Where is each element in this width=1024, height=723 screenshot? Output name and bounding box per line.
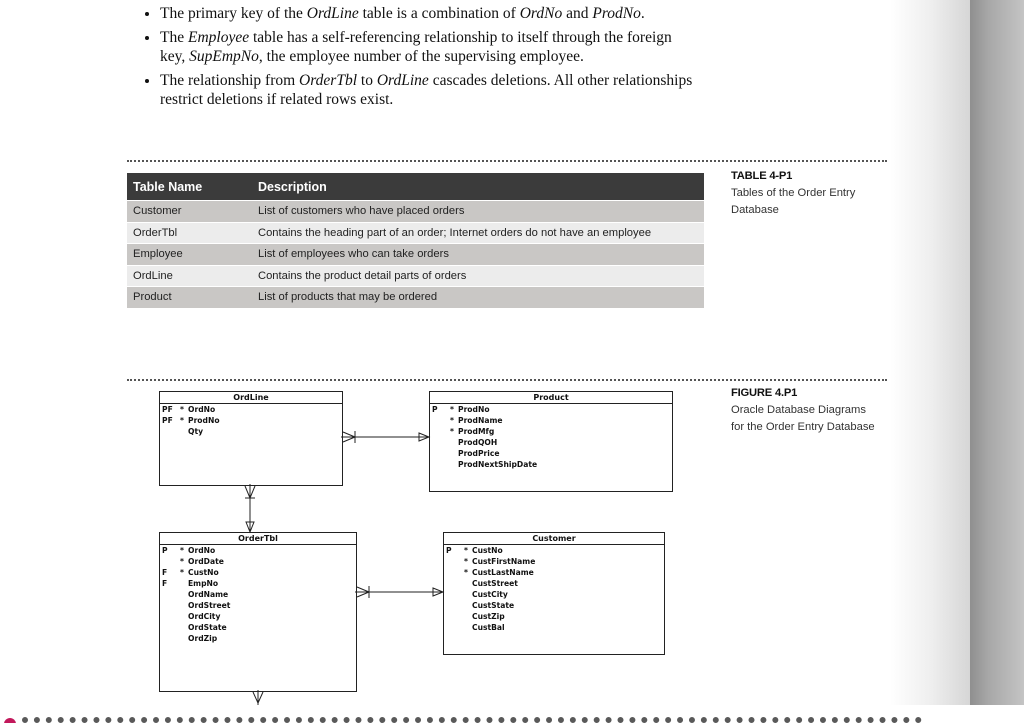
column-name: CustNo (188, 568, 219, 577)
key-indicator (430, 448, 446, 459)
entity-column-row (444, 567, 664, 578)
mandatory-indicator (446, 459, 458, 470)
table-name-cell: OrdLine (127, 265, 252, 287)
note-text: cascades deletions. All other relationships restrict deletions if related rows exist. (160, 72, 693, 108)
table-row (127, 201, 704, 223)
key-indicator (430, 415, 446, 426)
entity-title: OrderTbl (160, 533, 356, 545)
column-name: OrdStreet (188, 601, 231, 610)
note-text: to (357, 72, 377, 89)
table-caption (731, 168, 881, 219)
entity-column-row (430, 448, 672, 459)
description-cell: List of products that may be ordered (252, 287, 704, 308)
table-name-cell: OrderTbl (127, 222, 252, 244)
column-name: OrdNo (188, 546, 216, 555)
entity-column-row (444, 545, 664, 556)
mandatory-indicator (460, 600, 472, 611)
key-indicator: F (162, 579, 168, 588)
table-row (127, 244, 704, 266)
entity-column-row (160, 567, 356, 578)
note-term: OrdLine (306, 5, 359, 22)
entity-column-row (444, 611, 664, 622)
page-margin-shade (890, 0, 970, 705)
crowfoot-mark (343, 437, 355, 442)
note-term: ProdNo (592, 5, 641, 22)
key-indicator (444, 611, 460, 622)
note-term: OrderTbl (299, 72, 358, 89)
mandatory-indicator (460, 589, 472, 600)
key-indicator (160, 426, 176, 437)
key-indicator (444, 556, 460, 567)
entity-ordline (159, 391, 343, 486)
key-indicator (160, 611, 176, 622)
note-term: OrdLine (376, 72, 429, 89)
note-term: Employee (187, 29, 250, 46)
key-indicator (160, 600, 176, 611)
column-name: ProdPrice (458, 449, 500, 458)
mandatory-indicator (460, 611, 472, 622)
entity-column-row (430, 415, 672, 426)
key-indicator (444, 600, 460, 611)
crowfoot-mark (357, 592, 369, 597)
notes-section (140, 0, 700, 114)
key-indicator: PF (162, 416, 173, 425)
entity-column-row (444, 622, 664, 633)
column-name: OrdNo (188, 405, 216, 414)
mandatory-indicator (446, 448, 458, 459)
entity-column-row (444, 578, 664, 589)
column-name: ProdNextShipDate (458, 460, 538, 469)
figure-caption-label: FIGURE 4.P1 (731, 387, 798, 399)
key-indicator: P (162, 546, 168, 555)
mandatory-indicator: * (464, 557, 468, 566)
column-name: ProdQOH (458, 438, 498, 447)
column-name: EmpNo (188, 579, 219, 588)
description-cell: Contains the heading part of an order; Internet orders do not have an employee (252, 222, 704, 244)
key-indicator: P (446, 546, 452, 555)
mandatory-indicator (446, 437, 458, 448)
entity-column-row (430, 437, 672, 448)
description-cell: List of employees who can take orders (252, 244, 704, 266)
note-item (160, 28, 700, 66)
column-name: CustCity (472, 590, 508, 599)
tables-table (127, 173, 704, 308)
column-name: OrdState (188, 623, 227, 632)
key-indicator (160, 589, 176, 600)
entity-column-row (160, 622, 356, 633)
key-indicator (444, 578, 460, 589)
entity-column-row (430, 459, 672, 470)
column-header: Description (252, 173, 704, 201)
key-indicator: PF (162, 405, 173, 414)
entity-columns (444, 545, 664, 633)
column-name: CustLastName (472, 568, 534, 577)
table-row (127, 287, 704, 308)
column-name: ProdMfg (458, 427, 495, 436)
entity-column-row (444, 589, 664, 600)
column-name: CustFirstName (472, 557, 536, 566)
column-name: OrdName (188, 590, 229, 599)
figure-caption-text: Oracle Database Diagrams for the Order Entry Database (731, 404, 875, 433)
column-name: CustNo (472, 546, 503, 555)
entity-column-row (160, 426, 342, 437)
mandatory-indicator: * (180, 557, 184, 566)
section-divider (127, 379, 887, 381)
column-name: CustStreet (472, 579, 518, 588)
margin-marker-icon (4, 718, 16, 723)
relationship-arrowhead (246, 522, 254, 532)
entity-customer (443, 532, 665, 655)
notes-list (140, 4, 700, 109)
entity-column-row (444, 556, 664, 567)
mandatory-indicator (176, 589, 188, 600)
table-name-cell: Product (127, 287, 252, 308)
mandatory-indicator: * (450, 405, 454, 414)
entity-column-row (160, 600, 356, 611)
mandatory-indicator (176, 622, 188, 633)
note-text: , the employee number of the supervising employee. (258, 48, 584, 65)
key-indicator: F (162, 568, 168, 577)
entity-column-row (444, 600, 664, 611)
entity-column-row (430, 426, 672, 437)
entity-column-row (160, 415, 342, 426)
column-name: ProdName (458, 416, 503, 425)
entity-columns (430, 404, 672, 470)
entity-column-row (430, 404, 672, 415)
entity-column-row (160, 545, 356, 556)
entity-product (429, 391, 673, 492)
table-name-cell: Employee (127, 244, 252, 266)
column-name: Qty (188, 427, 204, 436)
mandatory-indicator (176, 426, 188, 437)
key-indicator (430, 426, 446, 437)
entity-ordertbl (159, 532, 357, 692)
mandatory-indicator (176, 611, 188, 622)
column-name: OrdCity (188, 612, 221, 621)
note-text: The primary key of the (160, 5, 307, 22)
key-indicator (444, 589, 460, 600)
entity-columns (160, 404, 342, 437)
entity-column-row (160, 404, 342, 415)
next-page-strip (0, 705, 1024, 723)
mandatory-indicator: * (180, 546, 184, 555)
mandatory-indicator: * (450, 416, 454, 425)
description-cell: List of customers who have placed orders (252, 201, 704, 223)
table-row (127, 265, 704, 287)
mandatory-indicator (460, 578, 472, 589)
entity-title: Customer (444, 533, 664, 545)
mandatory-indicator (460, 622, 472, 633)
note-text: table is a combination of (358, 5, 520, 22)
key-indicator (160, 556, 176, 567)
column-name: CustZip (472, 612, 505, 621)
key-indicator (430, 437, 446, 448)
description-cell: Contains the product detail parts of orders (252, 265, 704, 287)
entity-title: OrdLine (160, 392, 342, 404)
column-header: Table Name (127, 173, 252, 201)
mandatory-indicator (176, 600, 188, 611)
mandatory-indicator (176, 578, 188, 589)
mandatory-indicator (176, 633, 188, 644)
note-text: and (562, 5, 593, 22)
column-name: OrdZip (188, 634, 218, 643)
crowfoot-mark (253, 692, 258, 703)
relationship-arrowhead (433, 588, 443, 596)
note-text: The (160, 29, 188, 46)
key-indicator (444, 622, 460, 633)
mandatory-indicator: * (464, 546, 468, 555)
note-text: . (640, 5, 645, 22)
section-divider (127, 160, 887, 162)
crowfoot-mark (357, 587, 369, 592)
column-name: OrdDate (188, 557, 224, 566)
page-edge (970, 0, 1024, 705)
mandatory-indicator: * (180, 568, 184, 577)
relationship-arrowhead (419, 433, 429, 441)
note-text: table has a self-referencing relationship to itself through the foreign key, (160, 29, 672, 65)
crowfoot-mark (343, 432, 355, 437)
key-indicator: P (432, 405, 438, 414)
entity-column-row (160, 578, 356, 589)
entity-column-row (160, 633, 356, 644)
crowfoot-mark (258, 692, 263, 703)
mandatory-indicator: * (464, 568, 468, 577)
note-text: The relationship from (160, 72, 300, 89)
table-caption-text: Tables of the Order Entry Database (731, 187, 856, 216)
table-caption-label: TABLE 4-P1 (731, 170, 793, 182)
column-name: CustBal (472, 623, 505, 632)
figure-caption (731, 385, 881, 436)
note-item (160, 71, 700, 109)
crowfoot-mark (245, 486, 250, 498)
note-term: OrdNo (519, 5, 563, 22)
mandatory-indicator: * (450, 427, 454, 436)
entity-columns (160, 545, 356, 644)
table-name-cell: Customer (127, 201, 252, 223)
crowfoot-mark (250, 486, 255, 498)
table-header-row (127, 173, 704, 201)
mandatory-indicator: * (180, 405, 184, 414)
table-row (127, 222, 704, 244)
key-indicator (430, 459, 446, 470)
note-item (160, 4, 700, 23)
column-name: CustState (472, 601, 515, 610)
note-term: SupEmpNo (189, 48, 259, 65)
key-indicator (160, 622, 176, 633)
entity-column-row (160, 556, 356, 567)
column-name: ProdNo (458, 405, 490, 414)
entity-title: Product (430, 392, 672, 404)
entity-column-row (160, 589, 356, 600)
entity-column-row (160, 611, 356, 622)
mandatory-indicator: * (180, 416, 184, 425)
column-name: ProdNo (188, 416, 220, 425)
cut-off-text (22, 717, 922, 723)
key-indicator (160, 633, 176, 644)
key-indicator (444, 567, 460, 578)
